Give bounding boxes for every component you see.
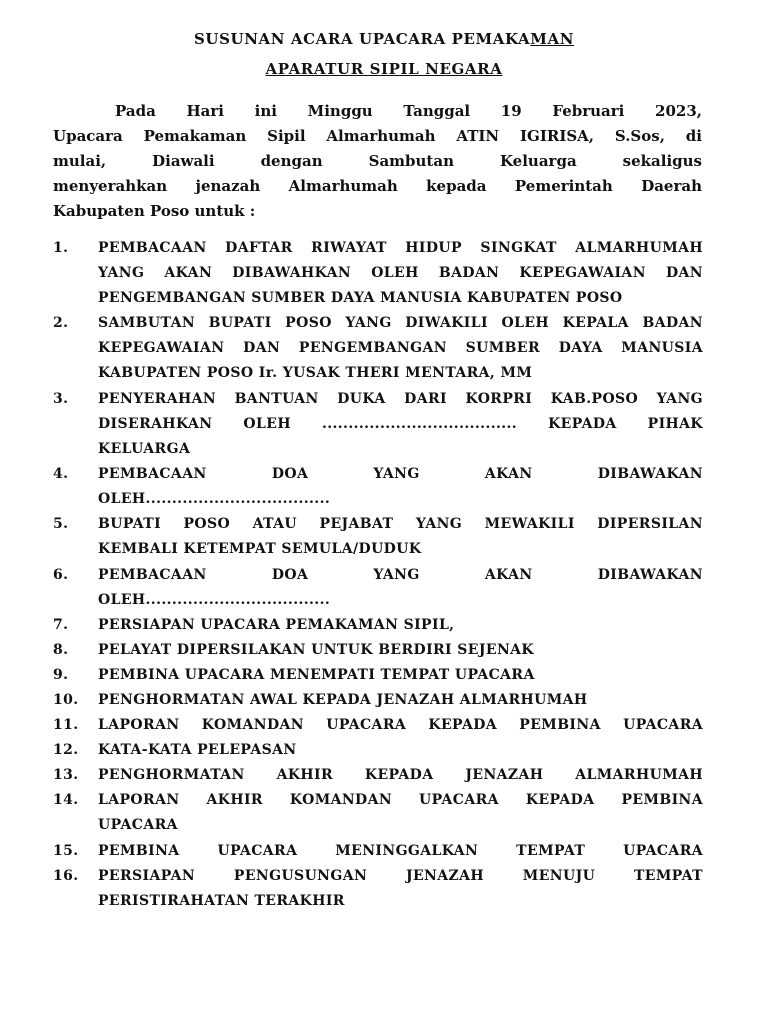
title-main-text: SUSUNAN ACARA UPACARA PEMAKA — [193, 30, 531, 48]
agenda-item-number: 1. — [53, 240, 69, 256]
agenda-item-line: PENGHORMATAN AKHIR KEPADA JENAZAH ALMARHUMAH — [98, 767, 703, 783]
agenda-item-line: OLEH................................... — [98, 592, 331, 608]
agenda-item-line: KABUPATEN POSO Ir. YUSAK THERI MENTARA, MM — [98, 365, 533, 381]
agenda-item-text — [98, 763, 703, 788]
agenda-item-line: PENGHORMATAN AWAL KEPADA JENAZAH ALMARHUMAH — [98, 692, 588, 708]
agenda-item-line: PEMBACAAN DOA YANG AKAN DIBAWAKAN — [98, 466, 703, 482]
agenda-item-number: 14. — [53, 792, 79, 808]
intro-line: menyerahkan jenazah Almarhumah kepada Pemerintah Daerah — [53, 177, 702, 195]
agenda-item-line: PEMBINA UPACARA MENEMPATI TEMPAT UPACARA — [98, 667, 535, 683]
agenda-item-number: 5. — [53, 516, 69, 532]
agenda-item-text — [98, 563, 703, 613]
agenda-item-number: 11. — [53, 717, 79, 733]
agenda-item-line: KEMBALI KETEMPAT SEMULA/DUDUK — [98, 541, 422, 557]
agenda-item-line: KELUARGA — [98, 441, 191, 457]
agenda-item-line: PEMBINA UPACARA MENINGGALKAN TEMPAT UPACARA — [98, 843, 703, 859]
document-title-line-2: APARATUR SIPIL NEGARA — [265, 60, 503, 78]
agenda-item-number: 10. — [53, 692, 79, 708]
agenda-item-text — [98, 613, 703, 638]
intro-line: Kabupaten Poso untuk : — [53, 202, 256, 220]
agenda-item-number: 16. — [53, 868, 79, 884]
agenda-item-line: PELAYAT DIPERSILAKAN UNTUK BERDIRI SEJENAK — [98, 642, 534, 658]
agenda-item-text — [98, 311, 703, 386]
agenda-item-line: PERISTIRAHATAN TERAKHIR — [98, 893, 345, 909]
agenda-item-number: 4. — [53, 466, 69, 482]
agenda-item-number: 12. — [53, 742, 79, 758]
intro-line: Pada Hari ini Minggu Tanggal 19 Februari 2023, — [115, 102, 702, 120]
agenda-item-number: 8. — [53, 642, 69, 658]
title-underlined-text: MAN — [530, 30, 575, 48]
agenda-item-line: PEMBACAAN DOA YANG AKAN DIBAWAKAN — [98, 567, 703, 583]
agenda-item-text — [98, 864, 703, 914]
agenda-item-line: YANG AKAN DIBAWAHKAN OLEH BADAN KEPEGAWAIAN DAN — [98, 265, 703, 281]
agenda-item-number: 13. — [53, 767, 79, 783]
agenda-item-line: PENGEMBANGAN SUMBER DAYA MANUSIA KABUPATEN POSO — [98, 290, 623, 306]
agenda-item-number: 9. — [53, 667, 69, 683]
agenda-item-line: DISERAHKAN OLEH ..................................... KEPADA PIHAK — [98, 416, 703, 432]
agenda-item-line: LAPORAN KOMANDAN UPACARA KEPADA PEMBINA UPACARA — [98, 717, 703, 733]
intro-line: Upacara Pemakaman Sipil Almarhumah ATIN IGIRISA, S.Sos, di — [53, 127, 702, 145]
agenda-item-line: OLEH................................... — [98, 491, 331, 507]
agenda-item-text — [98, 713, 703, 738]
agenda-item-text — [98, 512, 703, 562]
agenda-item-line: PERSIAPAN UPACARA PEMAKAMAN SIPIL, — [98, 617, 455, 633]
agenda-item-number: 7. — [53, 617, 69, 633]
agenda-item-line: PEMBACAAN DAFTAR RIWAYAT HIDUP SINGKAT ALMARHUMAH — [98, 240, 703, 256]
agenda-item-line: BUPATI POSO ATAU PEJABAT YANG MEWAKILI DIPERSILAN — [98, 516, 703, 532]
agenda-item-line: KATA-KATA PELEPASAN — [98, 742, 297, 758]
agenda-item-number: 2. — [53, 315, 69, 331]
agenda-item-line: PERSIAPAN PENGUSUNGAN JENAZAH MENUJU TEMPAT — [98, 868, 703, 884]
document-title-line-1 — [0, 30, 768, 48]
agenda-item-text — [98, 688, 703, 713]
agenda-item-text — [98, 788, 703, 838]
agenda-item-text — [98, 738, 703, 763]
agenda-item-number: 15. — [53, 843, 79, 859]
intro-line: mulai, Diawali dengan Sambutan Keluarga sekaligus — [53, 152, 702, 170]
agenda-item-text — [98, 236, 703, 311]
agenda-item-text — [98, 638, 703, 663]
agenda-item-line: KEPEGAWAIAN DAN PENGEMBANGAN SUMBER DAYA MANUSIA — [98, 340, 703, 356]
agenda-item-text — [98, 462, 703, 512]
agenda-item-line: UPACARA — [98, 817, 178, 833]
agenda-item-line: SAMBUTAN BUPATI POSO YANG DIWAKILI OLEH KEPALA BADAN — [98, 315, 703, 331]
agenda-item-line: LAPORAN AKHIR KOMANDAN UPACARA KEPADA PEMBINA — [98, 792, 703, 808]
agenda-item-line: PENYERAHAN BANTUAN DUKA DARI KORPRI KAB.POSO YANG — [98, 391, 703, 407]
agenda-item-number: 6. — [53, 567, 69, 583]
agenda-item-number: 3. — [53, 391, 69, 407]
agenda-item-text — [98, 387, 703, 462]
agenda-item-text — [98, 839, 703, 864]
agenda-item-text — [98, 663, 703, 688]
intro-paragraph — [53, 99, 702, 224]
